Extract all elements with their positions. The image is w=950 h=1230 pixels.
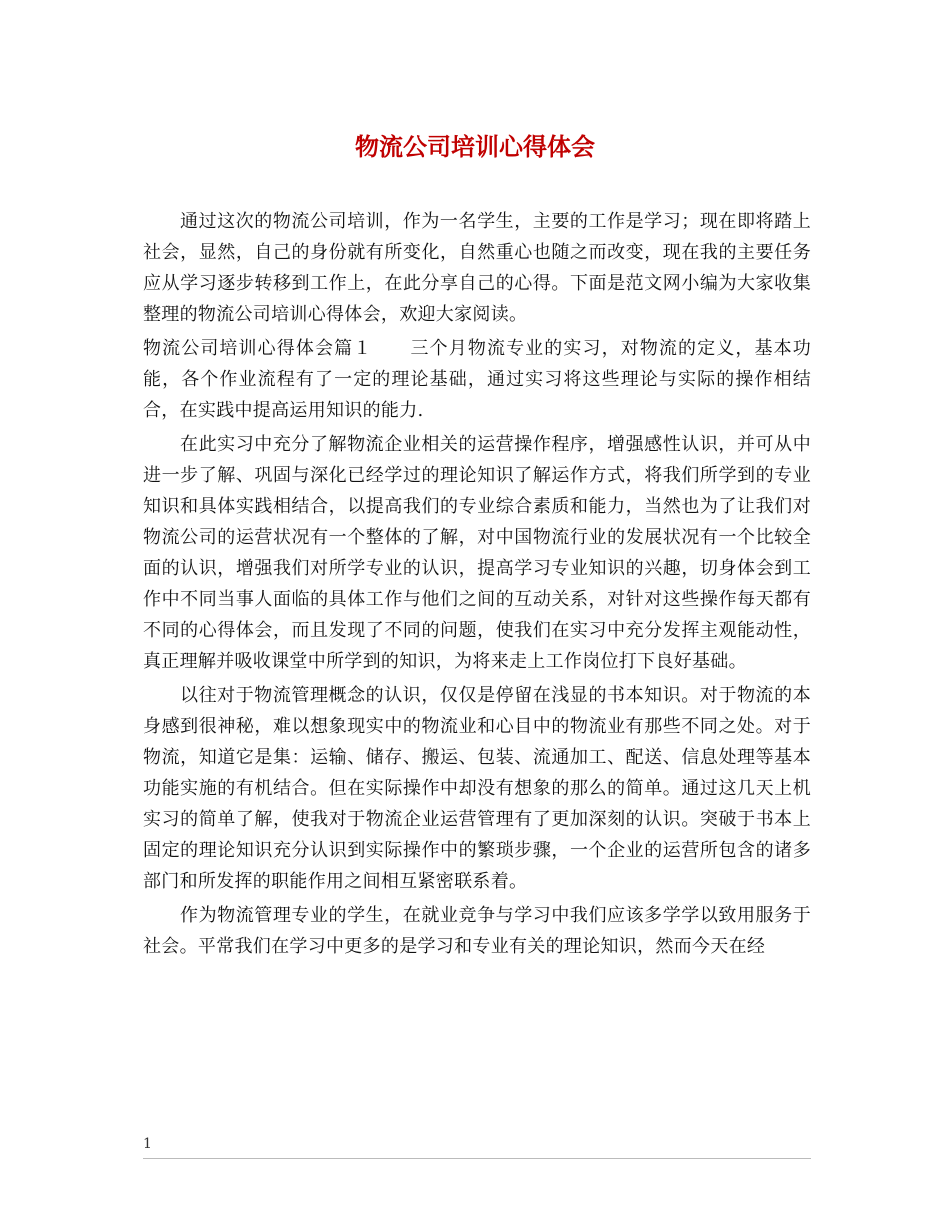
paragraph-intro: 通过这次的物流公司培训，作为一名学生，主要的工作是学习；现在即将踏上社会，显然，自己的身份就有所变化，自然重心也随之而改变，现在我的主要任务应从学习逐步转移到工作上，在此分享自己的心得。下面是范文网小编为大家收集整理的物流公司培训心得体会，欢迎大家阅读。: [143, 211, 811, 325]
page-title: 物流公司培训心得体会: [355, 132, 595, 161]
paragraph-practice: 在此实习中充分了解物流企业相关的运营操作程序，增强感性认识，并可从中进一步了解、巩固与深化已经学过的理论知识了解运作方式，将我们所学到的专业知识和具体实践相结合，以提高我们的专业综合素质和能力，当然也为了让我们对物流公司的运营状况有一个整体的了解，对中国物流行业的发展状况有一个比较全面的认识，增强我们对所学专业的认识，提高学习专业知识的兴趣，切身体会到工作中不同当事人面临的具体工作与他们之间的互动关系，对针对这些操作每天都有不同的心得体会，而且发现了不同的问题，使我们在实习中充分发挥主观能动性，真正理解并吸收课堂中所学到的知识，为将来走上工作岗位打下良好基础。: [143, 434, 811, 672]
footer-divider: [143, 1158, 811, 1159]
paragraph-understanding: 以往对于物流管理概念的认识，仅仅是停留在浅显的书本知识。对于物流的本身感到很神秘，难以想象现实中的物流业和心目中的物流业有那些不同之处。对于物流，知道它是集：运输、储存、搬运、包装、流通加工、配送、信息处理等基本功能实施的有机结合。但在实际操作中却没有想象的那么的简单。通过这几天上机实习的简单了解，使我对于物流企业运营管理有了更加深刻的认识。突破于书本上固定的理论知识充分认识到实际操作中的繁琐步骤，一个企业的运营所包含的诸多部门和所发挥的职能作用之间相互紧密联系着。: [143, 685, 811, 892]
document-body: [143, 206, 811, 965]
paragraph-section-1: 物流公司培训心得体会篇１ 三个月物流专业的实习，对物流的定义，基本功能，各个作业流程有了一定的理论基础，通过实习将这些理论与实际的操作相结合，在实践中提高运用知识的能力.: [143, 338, 811, 421]
page-number: 1: [143, 1136, 152, 1152]
paragraph-student: 作为物流管理专业的学生，在就业竞争与学习中我们应该多学学以致用服务于社会。平常我们在学习中更多的是学习和专业有关的理论知识，然而今天在经: [143, 905, 811, 957]
